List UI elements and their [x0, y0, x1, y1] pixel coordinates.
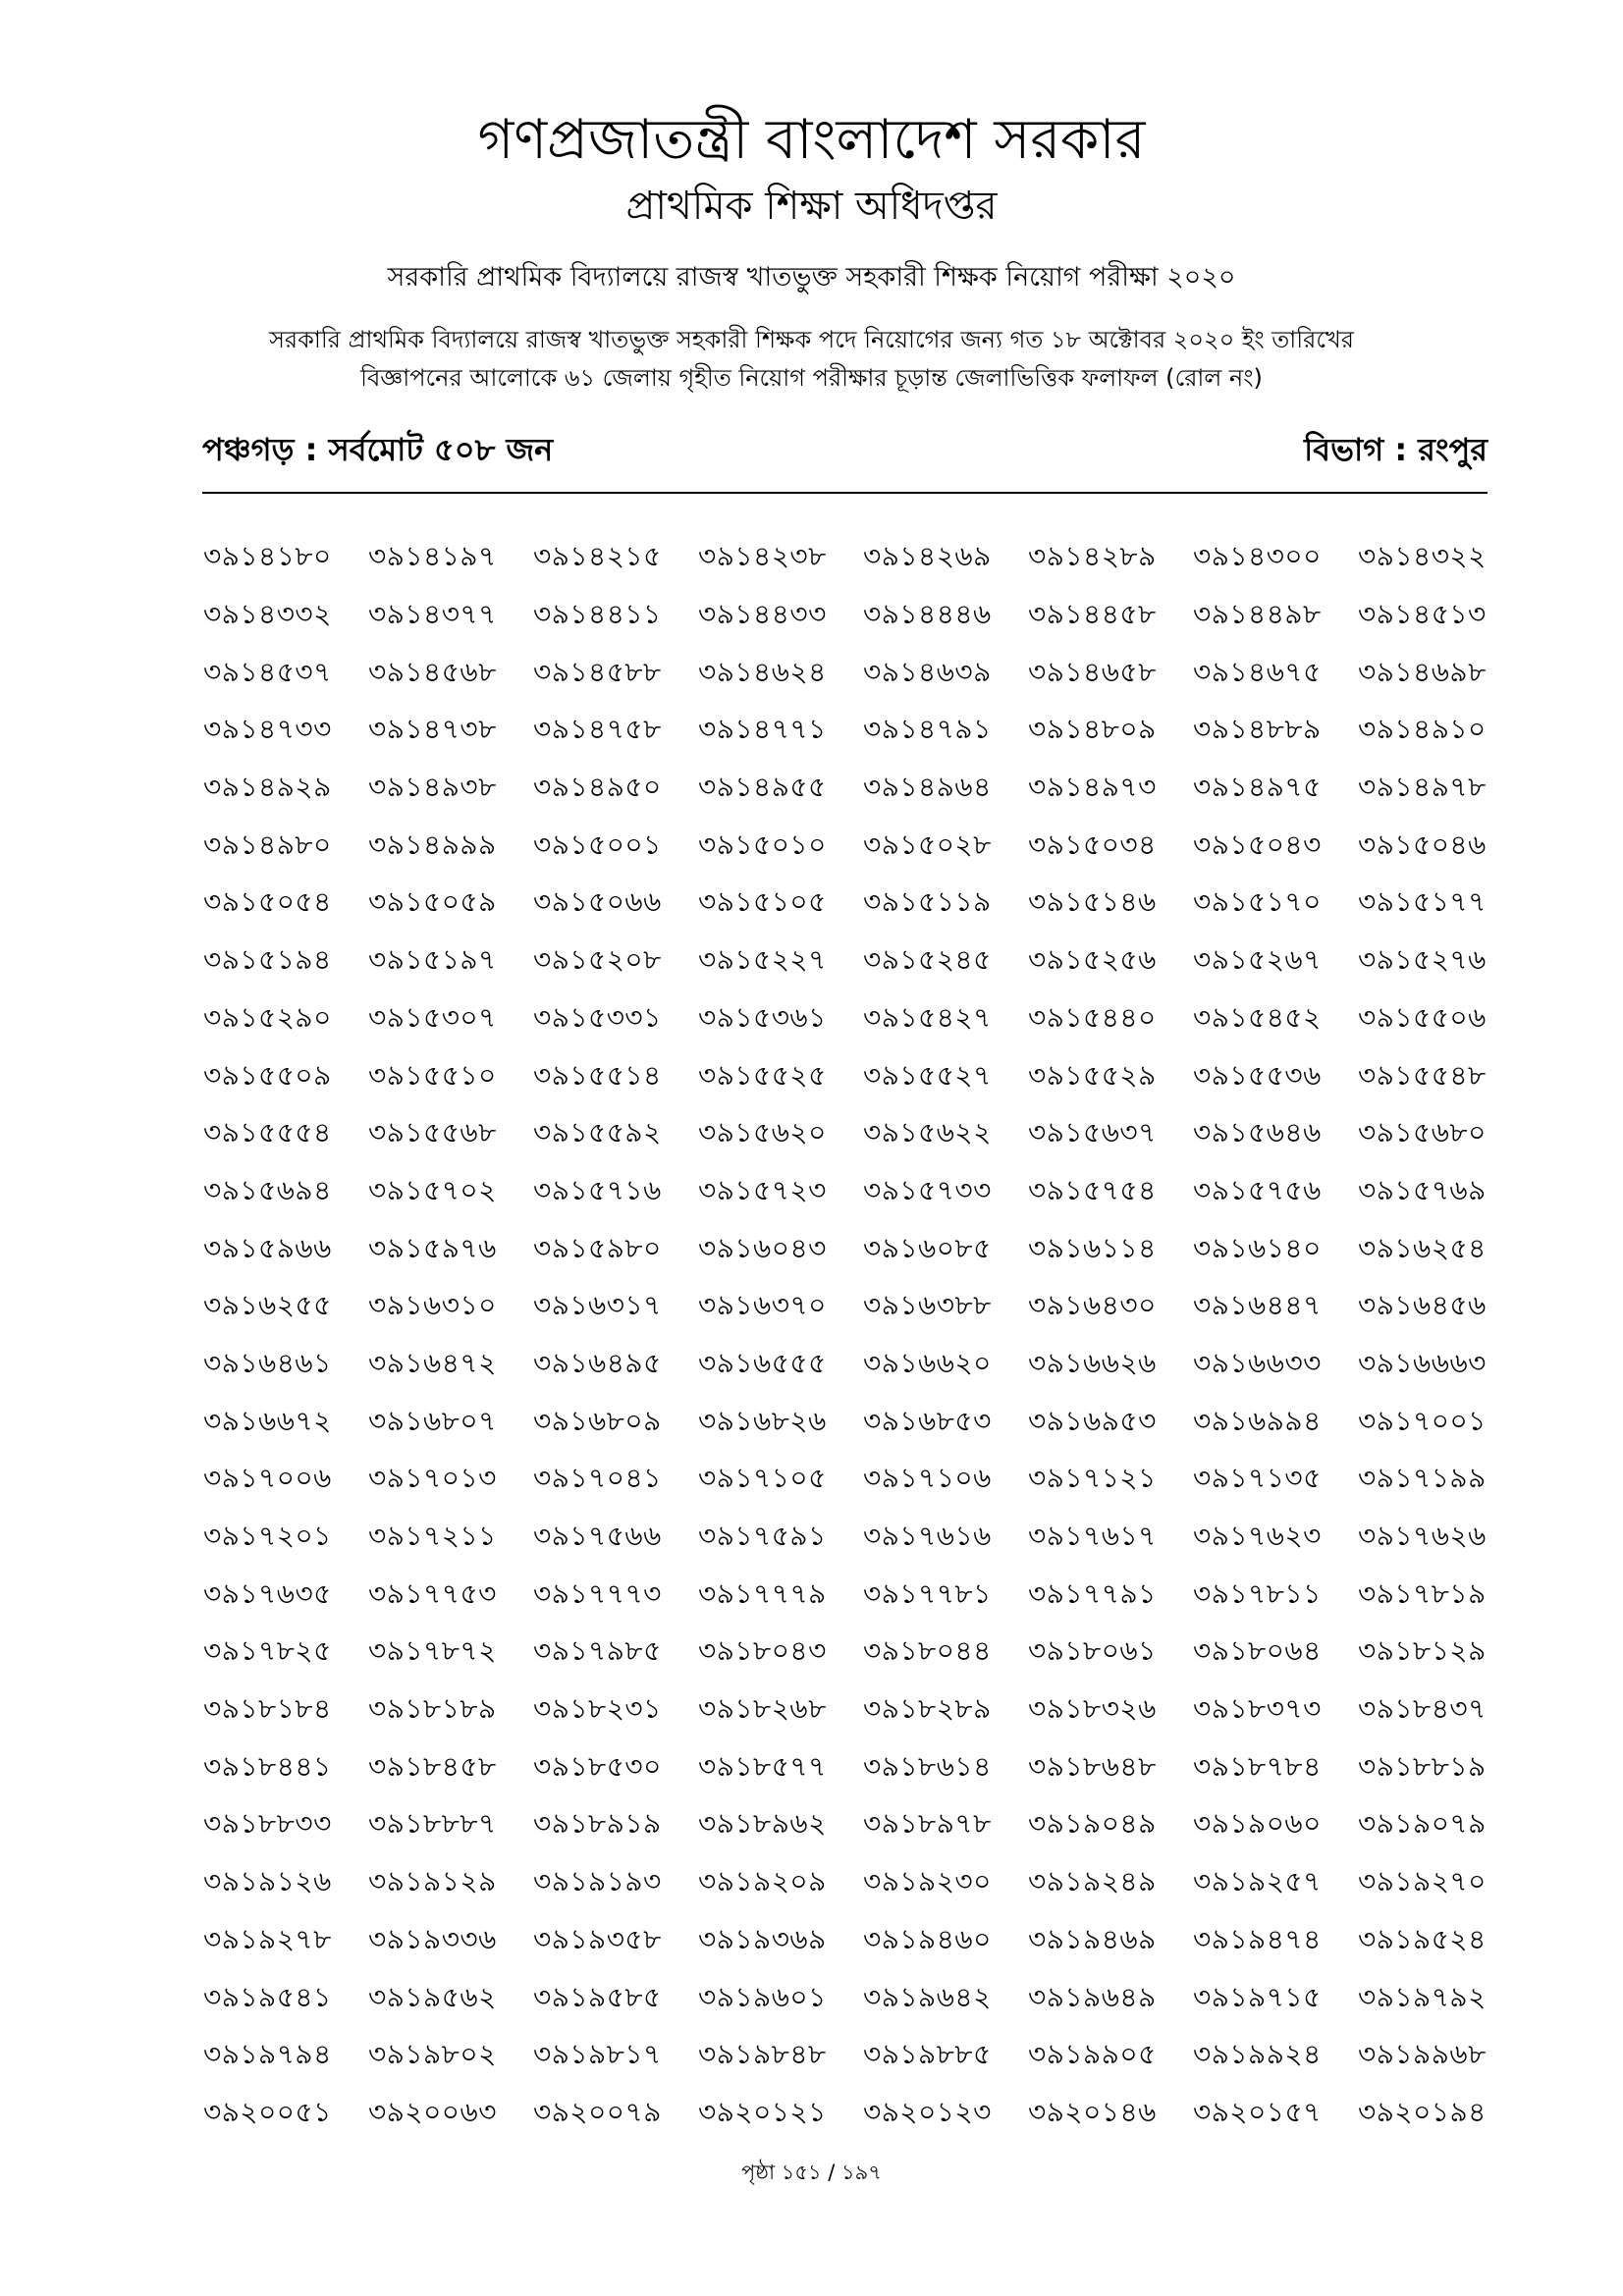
roll-number: ৩৯১৯৬৪২: [863, 1980, 992, 2013]
directorate-title: প্রাথমিক শিক্ষা অধিদপ্তর: [625, 184, 998, 229]
roll-number: ৩৯১৯৯২৪: [1193, 2038, 1322, 2071]
roll-number: ৩৯১৬৯৯৪: [1193, 1404, 1322, 1437]
roll-number: ৩৯১৯৩৬৯: [698, 1922, 827, 1955]
roll-number: ৩৯১৪২৩৮: [698, 540, 827, 573]
roll-number: ৩৯১৭৬১৬: [863, 1520, 992, 1553]
roll-number: ৩৯১৫৭০২: [368, 1173, 497, 1206]
roll-number: ৩৯১৮০৬১: [1028, 1634, 1157, 1668]
roll-number: ৩৯১৬৩৮৮: [863, 1289, 992, 1322]
roll-number: ৩৯১৮৪৫৮: [368, 1749, 497, 1783]
roll-number: ৩৯১৫৭৫৬: [1193, 1173, 1322, 1206]
roll-number: ৩৯১৭২১১: [368, 1520, 497, 1553]
roll-number: ৩৯১৬১১৪: [1028, 1231, 1157, 1264]
roll-number: ৩৯১৫১৭৭: [1358, 885, 1487, 919]
roll-number: ৩৯১৫৪২৭: [863, 1000, 992, 1034]
roll-number: ৩৯১৯৪৬০: [863, 1922, 992, 1955]
roll-number: ৩৯১৫৯৭৬: [368, 1231, 497, 1264]
roll-number: ৩৯১৫৩৬১: [698, 1000, 827, 1034]
roll-number: ৩৯১৪৪১১: [533, 598, 662, 631]
roll-number: ৩৯১৯৫২৪: [1358, 1922, 1487, 1955]
roll-number: ৩৯১৫৩০৭: [368, 1000, 497, 1034]
roll-number: ৩৯১৫২৬৭: [1193, 943, 1322, 977]
roll-number: ৩৯১৪৬৯৮: [1358, 655, 1487, 688]
roll-number: ৩৯১৪৫৬৮: [368, 655, 497, 688]
roll-number: ৩৯১৪৫১৩: [1358, 598, 1487, 631]
roll-number: ৩৯১৫৬৩৭: [1028, 1116, 1157, 1149]
roll-number: ৩৯১৯৭৯৪: [203, 2038, 332, 2071]
roll-number: ৩৯১৯০৪৯: [1028, 1807, 1157, 1841]
roll-number: ৩৯১৬০৮৫: [863, 1231, 992, 1264]
roll-number: ৩৯১৫০০১: [533, 828, 662, 861]
notice-line-1: সরকারি প্রাথমিক বিদ্যালয়ে রাজস্ব খাতভুক্ত সহকারী শিক্ষক পদে নিয়োগের জন্য গত ১৮ অক্টোবর ২০২০ ইং তারিখের: [269, 326, 1354, 353]
roll-number: ৩৯১৪৭৯১: [863, 713, 992, 746]
roll-number: ৩৯১৮৬১৪: [863, 1749, 992, 1783]
roll-number: ৩৯১৮৩২৬: [1028, 1692, 1157, 1726]
roll-number: ৩৯১৮১২৯: [1358, 1634, 1487, 1668]
roll-number: ৩৯১৭৭৯১: [1028, 1576, 1157, 1610]
roll-number: ৩৯১৫০৬৬: [533, 885, 662, 919]
roll-number: ৩৯১৬৪৪৭: [1193, 1289, 1322, 1322]
roll-number: ৩৯১৯৫৮৫: [533, 1980, 662, 2013]
roll-number: ৩৯১৬৬৭২: [203, 1404, 332, 1437]
roll-number: ৩৯১৫৬৯৪: [203, 1173, 332, 1206]
roll-number: ৩৯১৬৬৩৩: [1193, 1346, 1322, 1379]
roll-number: ৩৯১৯৭১৫: [1193, 1980, 1322, 2013]
roll-number: ৩৯১৫২৫৬: [1028, 943, 1157, 977]
roll-number: ৩৯১৪৪৫৮: [1028, 598, 1157, 631]
district-heading: পঞ্চগড় : সর্বমোট ৫০৮ জন: [202, 431, 554, 468]
roll-number: ৩৯১৫৫০৬: [1358, 1000, 1487, 1034]
division-heading: বিভাগ : রংপুর: [1304, 431, 1488, 468]
roll-number: ৩৯১৯৩৩৬: [368, 1922, 497, 1955]
roll-number: ৩৯১৭৬৩৫: [203, 1576, 332, 1610]
roll-number: ৩৯২০১৯৪: [1358, 2095, 1487, 2128]
roll-number: ৩৯১৪৯১০: [1358, 713, 1487, 746]
roll-number: ৩৯১৮৪৪১: [203, 1749, 332, 1783]
roll-number: ৩৯১৭৭৫৩: [368, 1576, 497, 1610]
roll-number: ৩৯১৪৬৫৮: [1028, 655, 1157, 688]
roll-number: ৩৯১৫৫২৫: [698, 1058, 827, 1092]
roll-number: ৩৯১৭১০৬: [863, 1462, 992, 1495]
roll-number: ৩৯১৬৬৬৩: [1358, 1346, 1487, 1379]
roll-number: ৩৯১৯৫৪১: [203, 1980, 332, 2013]
roll-number: ৩৯১৯৯০৫: [1028, 2038, 1157, 2071]
roll-number: ৩৯১৭৬১৭: [1028, 1520, 1157, 1553]
roll-number: ৩৯১৬১৪০: [1193, 1231, 1322, 1264]
roll-number: ৩৯১৫৭৫৪: [1028, 1173, 1157, 1206]
notice-line-2: বিজ্ঞাপনের আলোকে ৬১ জেলায় গৃহীত নিয়োগ পরীক্ষার চূড়ান্ত জেলাভিত্তিক ফলাফল (রোল নং): [360, 364, 1263, 392]
exam-name: সরকারি প্রাথমিক বিদ্যালয়ে রাজস্ব খাতভুক্ত সহকারী শিক্ষক নিয়োগ পরীক্ষা ২০২০: [387, 262, 1236, 293]
roll-number: ৩৯১৯২৩০: [863, 1865, 992, 1898]
roll-number: ৩৯১৭৮১১: [1193, 1576, 1322, 1610]
roll-number: ৩৯১৭১২১: [1028, 1462, 1157, 1495]
roll-number: ৩৯১৬৩১৭: [533, 1289, 662, 1322]
roll-number: ৩৯১৫৫১৪: [533, 1058, 662, 1092]
roll-number: ৩৯১৪৭৩৮: [368, 713, 497, 746]
roll-number: ৩৯১৫৪৪০: [1028, 1000, 1157, 1034]
roll-number: ৩৯১৯১৯৩: [533, 1865, 662, 1898]
roll-number: ৩৯১৪৯৯৯: [368, 828, 497, 861]
roll-number: ৩৯১৫৭৩৩: [863, 1173, 992, 1206]
roll-number: ৩৯১৪২৮৯: [1028, 540, 1157, 573]
roll-number: ৩৯১৫১০৫: [698, 885, 827, 919]
roll-number: ৩৯১৬৪৯৫: [533, 1346, 662, 1379]
roll-number: ৩৯১৪৯২৯: [203, 771, 332, 804]
roll-number: ৩৯১৭৭৭৩: [533, 1576, 662, 1610]
roll-number: ৩৯১৬২৫৫: [203, 1289, 332, 1322]
roll-number: ৩৯২০১২৩: [863, 2095, 992, 2128]
roll-number: ৩৯১৫১১৯: [863, 885, 992, 919]
roll-number: ৩৯১৯২৫৭: [1193, 1865, 1322, 1898]
roll-number: ৩৯১৪৯৫৫: [698, 771, 827, 804]
roll-number: ৩৯১৭১৯৯: [1358, 1462, 1487, 1495]
roll-number: ৩৯১৯৭৯২: [1358, 1980, 1487, 2013]
roll-number: ৩৯১৪৬৩৯: [863, 655, 992, 688]
roll-number: ৩৯১৭৮১৯: [1358, 1576, 1487, 1610]
roll-number: ৩৯১৯৮১৭: [533, 2038, 662, 2071]
roll-number: ৩৯১৯৩৫৮: [533, 1922, 662, 1955]
roll-number: ৩৯১৫০৪৩: [1193, 828, 1322, 861]
roll-number: ৩৯১৫২৯০: [203, 1000, 332, 1034]
roll-number: ৩৯১৫৫৩৬: [1193, 1058, 1322, 1092]
roll-number: ৩৯১৬৮২৬: [698, 1404, 827, 1437]
roll-number: ৩৯১৮৩৭৩: [1193, 1692, 1322, 1726]
roll-number: ৩৯১৮৭৮৪: [1193, 1749, 1322, 1783]
roll-number: ৩৯১৭২০১: [203, 1520, 332, 1553]
roll-number-grid: [203, 528, 1523, 2141]
roll-number: ৩৯১৭৬২৬: [1358, 1520, 1487, 1553]
roll-number: ৩৯১৫৫৪৮: [1358, 1058, 1487, 1092]
roll-number: ৩৯১৯০৬০: [1193, 1807, 1322, 1841]
roll-number: ৩৯১৯২৪৯: [1028, 1865, 1157, 1898]
roll-number: ৩৯১৪৯৩৮: [368, 771, 497, 804]
roll-number: ৩৯২০১৪৬: [1028, 2095, 1157, 2128]
roll-number: ৩৯১৪৩০০: [1193, 540, 1322, 573]
roll-number: ৩৯১৫১৭০: [1193, 885, 1322, 919]
roll-number: ৩৯১৫২০৮: [533, 943, 662, 977]
roll-number: ৩৯১৮০৬৪: [1193, 1634, 1322, 1668]
roll-number: ৩৯১৫০১০: [698, 828, 827, 861]
roll-number: ৩৯১৬৮৫৩: [863, 1404, 992, 1437]
roll-number: ৩৯১৫৬৮০: [1358, 1116, 1487, 1149]
roll-number: ৩৯১৯১২৬: [203, 1865, 332, 1898]
header-divider: [202, 492, 1488, 494]
roll-number: ৩৯১৪৮০৯: [1028, 713, 1157, 746]
roll-number: ৩৯১৮০৪৪: [863, 1634, 992, 1668]
roll-number: ৩৯১৫৫০৯: [203, 1058, 332, 1092]
roll-number: ৩৯১৯২০৯: [698, 1865, 827, 1898]
roll-number: ৩৯১৮০৪৩: [698, 1634, 827, 1668]
roll-number: ৩৯১৫৭১৬: [533, 1173, 662, 1206]
roll-number: ৩৯১৫৯৬৬: [203, 1231, 332, 1264]
roll-number: ৩৯১৪৭৭১: [698, 713, 827, 746]
roll-number: ৩৯১৮২৩১: [533, 1692, 662, 1726]
roll-number: ৩৯১৭০৪১: [533, 1462, 662, 1495]
roll-number: ৩৯১৪২৬৯: [863, 540, 992, 573]
roll-number: ৩৯১৯৪৭৪: [1193, 1922, 1322, 1955]
roll-number: ৩৯১৪৫৮৮: [533, 655, 662, 688]
roll-number: ৩৯১৪৭৩৩: [203, 713, 332, 746]
page-number: পৃষ্ঠা ১৫১ / ১৯৭: [741, 2161, 882, 2184]
roll-number: ৩৯১৭৯৮৫: [533, 1634, 662, 1668]
roll-number: ৩৯১৪২১৫: [533, 540, 662, 573]
roll-number: ৩৯১৮২৮৯: [863, 1692, 992, 1726]
roll-number: ৩৯১৪৯৬৪: [863, 771, 992, 804]
roll-number: ৩৯১৪১৯৭: [368, 540, 497, 573]
roll-number: ৩৯১৪৫৩৭: [203, 655, 332, 688]
roll-number: ৩৯১৫৬২০: [698, 1116, 827, 1149]
roll-number: ৩৯১৬৫৫৫: [698, 1346, 827, 1379]
roll-number: ৩৯১৯৯৬৮: [1358, 2038, 1487, 2071]
roll-number: ৩৯১৬৮০৭: [368, 1404, 497, 1437]
roll-number: ৩৯১৪৪৯৮: [1193, 598, 1322, 631]
roll-number: ৩৯১৮৮৮৭: [368, 1807, 497, 1841]
roll-number: ৩৯১৯২৭০: [1358, 1865, 1487, 1898]
roll-number: ৩৯১৯৫৬২: [368, 1980, 497, 2013]
roll-number: ৩৯১৮৮১৯: [1358, 1749, 1487, 1783]
roll-number: ৩৯১৫৬৪৬: [1193, 1116, 1322, 1149]
roll-number: ৩৯১৬২৫৪: [1358, 1231, 1487, 1264]
roll-number: ৩৯১৫৩৩১: [533, 1000, 662, 1034]
roll-number: ৩৯১৮২৬৮: [698, 1692, 827, 1726]
roll-number: ৩৯১৫৫২৯: [1028, 1058, 1157, 1092]
roll-number: ৩৯১৭৭৮১: [863, 1576, 992, 1610]
roll-number: ৩৯১৯৬৪৯: [1028, 1980, 1157, 2013]
roll-number: ৩৯১৬৪৬১: [203, 1346, 332, 1379]
roll-number: ৩৯১৭১৩৫: [1193, 1462, 1322, 1495]
roll-number: ৩৯১৫২২৭: [698, 943, 827, 977]
roll-number: ৩৯১৮১৮৪: [203, 1692, 332, 1726]
roll-number: ৩৯১৮৯১৯: [533, 1807, 662, 1841]
roll-number: ৩৯১৯৮০২: [368, 2038, 497, 2071]
roll-number: ৩৯২০০৫১: [203, 2095, 332, 2128]
roll-number: ৩৯১৬৬২৬: [1028, 1346, 1157, 1379]
roll-number: ৩৯১৫২৪৫: [863, 943, 992, 977]
roll-number: ৩৯১৪৬৭৫: [1193, 655, 1322, 688]
roll-number: ৩৯১৪৬২৪: [698, 655, 827, 688]
roll-number: ৩৯১৫০৩৪: [1028, 828, 1157, 861]
roll-number: ৩৯২০১২১: [698, 2095, 827, 2128]
roll-number: ৩৯১৫৪৫২: [1193, 1000, 1322, 1034]
roll-number: ৩৯১৮৫৭৭: [698, 1749, 827, 1783]
roll-number: ৩৯১৬৪৫৬: [1358, 1289, 1487, 1322]
roll-number: ৩৯১৫৫৫৪: [203, 1116, 332, 1149]
roll-number: ৩৯২০১৫৭: [1193, 2095, 1322, 2128]
roll-number: ৩৯১৭৭৭৯: [698, 1576, 827, 1610]
roll-number: ৩৯১৭৫৬৬: [533, 1520, 662, 1553]
roll-number: ৩৯১৪৪৩৩: [698, 598, 827, 631]
roll-number: ৩৯১৯৪৬৯: [1028, 1922, 1157, 1955]
roll-number: ৩৯১৫০২৮: [863, 828, 992, 861]
roll-number: ৩৯১৭০০১: [1358, 1404, 1487, 1437]
roll-number: ৩৯১৭৬২৩: [1193, 1520, 1322, 1553]
roll-number: ৩৯১৯১২৯: [368, 1865, 497, 1898]
roll-number: ৩৯১৭৫৯১: [698, 1520, 827, 1553]
roll-number: ৩৯১৫৫৬৮: [368, 1116, 497, 1149]
roll-number: ৩৯১৫৬২২: [863, 1116, 992, 1149]
roll-number: ৩৯১৬৬২০: [863, 1346, 992, 1379]
roll-number: ৩৯১৫০৫৪: [203, 885, 332, 919]
roll-number: ৩৯১৯৮৮৫: [863, 2038, 992, 2071]
roll-number: ৩৯১৫০৫৯: [368, 885, 497, 919]
roll-number: ৩৯১৫১৯৭: [368, 943, 497, 977]
roll-number: ৩৯১৯২৭৮: [203, 1922, 332, 1955]
roll-number: ৩৯১৫০৪৬: [1358, 828, 1487, 861]
roll-number: ৩৯১৫১৯৪: [203, 943, 332, 977]
roll-number: ৩৯১৮৯৭৮: [863, 1807, 992, 1841]
roll-number: ৩৯১৪৯৫০: [533, 771, 662, 804]
roll-number: ৩৯১৯০৭৯: [1358, 1807, 1487, 1841]
government-title: গণপ্রজাতন্ত্রী বাংলাদেশ সরকার: [477, 108, 1146, 172]
roll-number: ৩৯১৪৮৮৯: [1193, 713, 1322, 746]
roll-number: ৩৯১৬৮০৯: [533, 1404, 662, 1437]
roll-number: ৩৯১৫৫২৭: [863, 1058, 992, 1092]
roll-number: ৩৯১৬০৪৩: [698, 1231, 827, 1264]
roll-number: ৩৯১৪৯৭৫: [1193, 771, 1322, 804]
roll-number: ৩৯১৫৭২৩: [698, 1173, 827, 1206]
roll-number: ৩৯১৫৭৬৯: [1358, 1173, 1487, 1206]
roll-number: ৩৯১৭০০৬: [203, 1462, 332, 1495]
roll-number: ৩৯১৫১৪৬: [1028, 885, 1157, 919]
roll-number: ৩৯১৫৯৮০: [533, 1231, 662, 1264]
roll-number: ৩৯১৮৫৩০: [533, 1749, 662, 1783]
roll-number: ৩৯১৪৩৩২: [203, 598, 332, 631]
roll-number: ৩৯১৪১৮০: [203, 540, 332, 573]
roll-number: ৩৯১৪৩২২: [1358, 540, 1487, 573]
roll-number: ৩৯১৭৮৭২: [368, 1634, 497, 1668]
roll-number: ৩৯১৪৯৮০: [203, 828, 332, 861]
roll-number: ৩৯১৪৩৭৭: [368, 598, 497, 631]
roll-number: ৩৯১৮৯৬২: [698, 1807, 827, 1841]
roll-number: ৩৯১৮৮৩৩: [203, 1807, 332, 1841]
roll-number: ৩৯১৭৮২৫: [203, 1634, 332, 1668]
roll-number: ৩৯১৪৯৭৩: [1028, 771, 1157, 804]
roll-number: ৩৯১৪৪৪৬: [863, 598, 992, 631]
roll-number: ৩৯১৭০১৩: [368, 1462, 497, 1495]
roll-number: ৩৯১৫২৭৬: [1358, 943, 1487, 977]
roll-number: ৩৯১৬৪৩০: [1028, 1289, 1157, 1322]
roll-number: ৩৯১৬৪৭২: [368, 1346, 497, 1379]
roll-number: ৩৯১৮৪৩৭: [1358, 1692, 1487, 1726]
roll-number: ৩৯১৫৫৯২: [533, 1116, 662, 1149]
roll-number: ৩৯১৪৯৭৮: [1358, 771, 1487, 804]
roll-number: ৩৯২০০৭৯: [533, 2095, 662, 2128]
roll-number: ৩৯১৬৩১০: [368, 1289, 497, 1322]
roll-number: ৩৯১৪৭৫৮: [533, 713, 662, 746]
roll-number: ৩৯১৬৩৭০: [698, 1289, 827, 1322]
roll-number: ৩৯১৬৯৫৩: [1028, 1404, 1157, 1437]
roll-number: ৩৯২০০৬৩: [368, 2095, 497, 2128]
roll-number: ৩৯১৯৬০১: [698, 1980, 827, 2013]
roll-number: ৩৯১৭১০৫: [698, 1462, 827, 1495]
roll-number: ৩৯১৮৬৪৮: [1028, 1749, 1157, 1783]
roll-number: ৩৯১৯৮৪৮: [698, 2038, 827, 2071]
roll-number: ৩৯১৮১৮৯: [368, 1692, 497, 1726]
roll-number: ৩৯১৫৫১০: [368, 1058, 497, 1092]
